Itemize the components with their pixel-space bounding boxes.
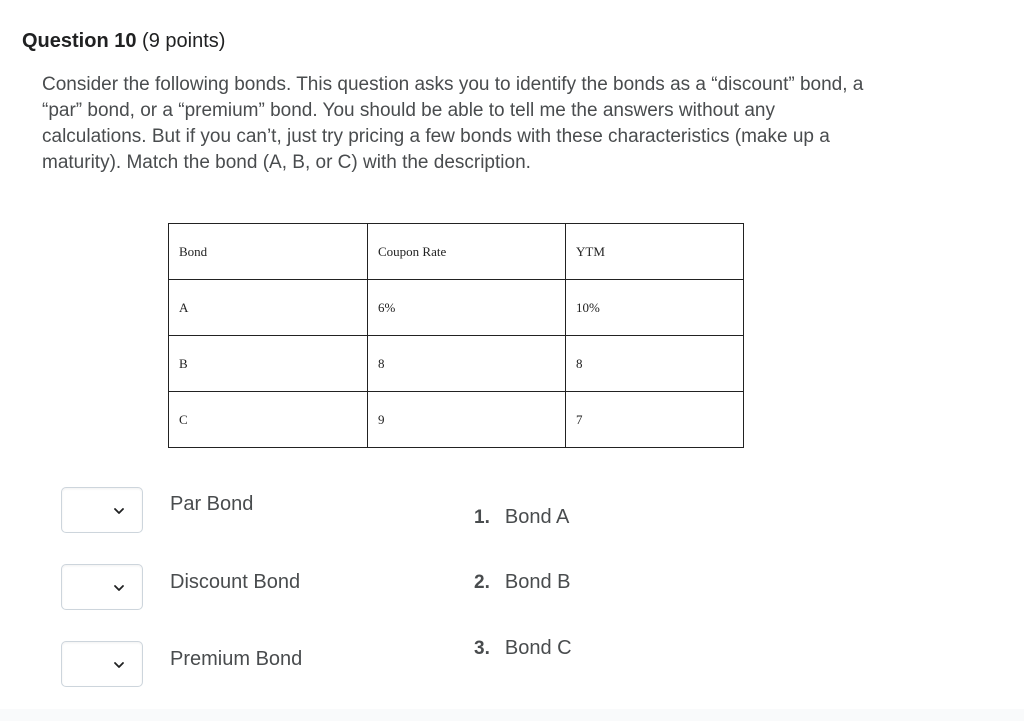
table-header-row: [169, 224, 744, 280]
table-cell: 7: [566, 392, 744, 448]
table-header-cell: Bond: [169, 224, 368, 280]
chevron-down-icon: [112, 504, 126, 518]
table-row: [169, 280, 744, 336]
choice-item: [474, 637, 572, 660]
chevron-down-icon: [112, 658, 126, 672]
choice-label: Bond A: [504, 506, 570, 528]
table-cell: 9: [368, 392, 566, 448]
par-bond-dropdown[interactable]: [61, 487, 143, 533]
table-cell: 8: [368, 336, 566, 392]
question-title: [22, 30, 225, 53]
bond-table: [168, 223, 744, 448]
premium-bond-dropdown[interactable]: [61, 641, 143, 687]
table-cell: 6%: [368, 280, 566, 336]
table-row: [169, 392, 744, 448]
match-label-premium: Premium Bond: [170, 648, 303, 670]
choice-number: 1.: [474, 507, 490, 528]
table-cell: C: [169, 392, 368, 448]
choice-number: 2.: [474, 572, 490, 593]
match-label-discount: Discount Bond: [170, 571, 301, 593]
match-label-par: Par Bond: [170, 493, 254, 515]
discount-bond-dropdown[interactable]: [61, 564, 143, 610]
chevron-down-icon: [112, 581, 126, 595]
table-cell: B: [169, 336, 368, 392]
choice-number: 3.: [474, 638, 490, 659]
question-points: (9 points): [142, 30, 226, 52]
table-cell: 10%: [566, 280, 744, 336]
table-cell: 8: [566, 336, 744, 392]
choice-label: Bond C: [504, 637, 572, 659]
choice-label: Bond B: [504, 571, 571, 593]
table-row: [169, 336, 744, 392]
question-number: Question 10: [22, 30, 137, 52]
table-header-cell: Coupon Rate: [368, 224, 566, 280]
question-text: Consider the following bonds. This question asks you to identify the bonds as a “discount” bond, a “par” bond, or a “premium” bond. You should be able to tell me the answers without any calculations. But if you can’t, just try pricing a few bonds with these characteristics (make up a maturity). Match the bond (A, B, or C) with the description.: [42, 74, 864, 173]
table-cell: A: [169, 280, 368, 336]
choice-item: [474, 571, 570, 594]
choice-item: [474, 506, 569, 529]
page-footer-strip: [0, 709, 1024, 721]
table-header-cell: YTM: [566, 224, 744, 280]
